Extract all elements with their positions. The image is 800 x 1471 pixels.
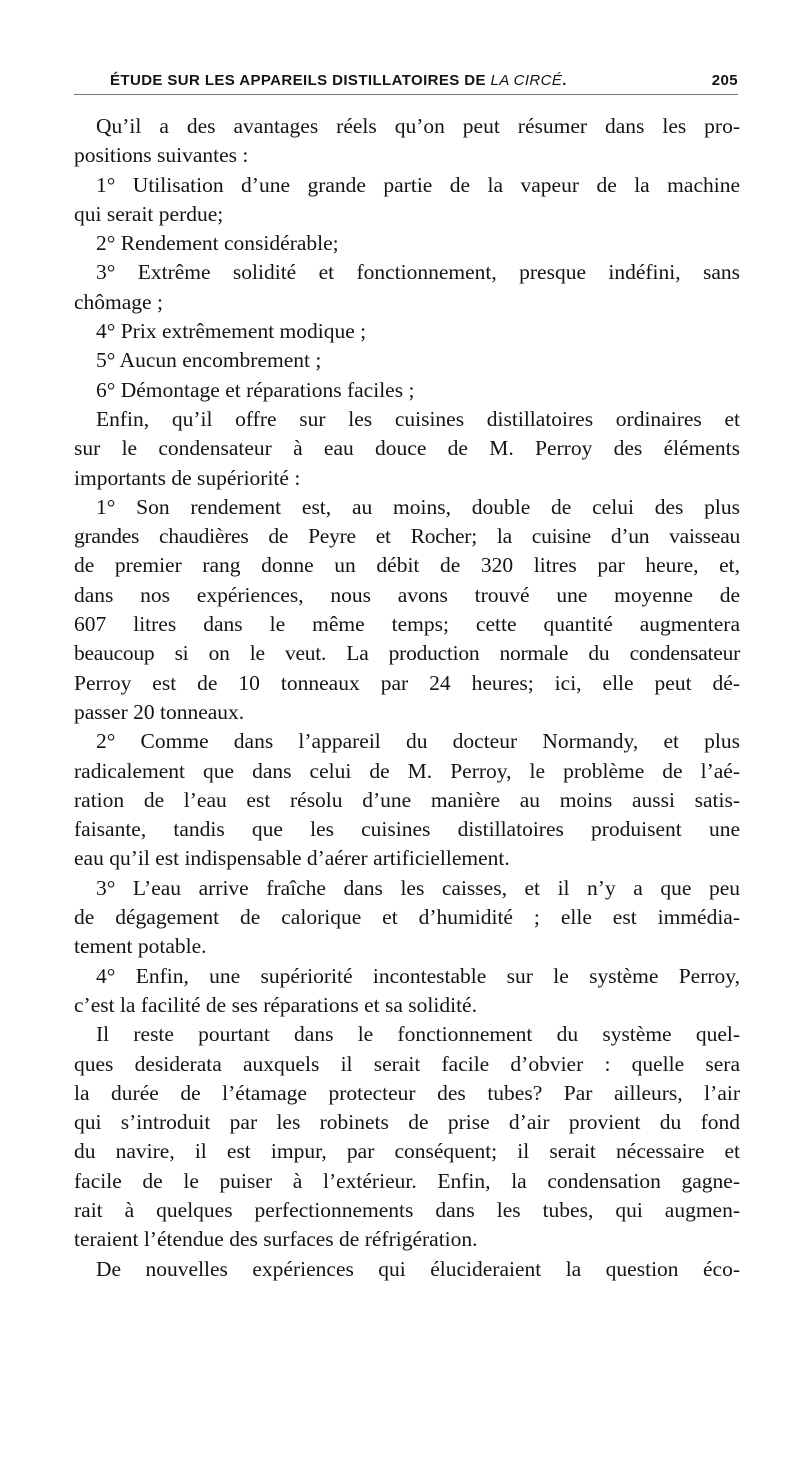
body-text — [74, 112, 740, 1284]
text-line: chômage ; — [74, 289, 163, 314]
text-line: tement potable. — [74, 934, 207, 959]
text-line: Perroy est de 10 tonneaux par 24 heures; ici, elle peut dé- — [74, 670, 740, 695]
text-line: eau qu’il est indispensable d’aérer artificiellement. — [74, 846, 510, 871]
text-line: ration de l’eau est résolu d’une manière au moins aussi satis- — [74, 787, 740, 812]
text-line: 1° Utilisation d’une grande partie de la vapeur de la machine — [96, 172, 740, 197]
text-line: Il reste pourtant dans le fonctionnement du système quel- — [96, 1022, 740, 1047]
running-title-ship: LA CIRCÉ — [490, 72, 563, 89]
text-line: 4° Prix extrêmement modique ; — [96, 319, 367, 344]
text-line: ques desiderata auxquels il serait facile d’obvier : quelle sera — [74, 1051, 740, 1076]
text-line: du navire, il est impur, par conséquent; il serait nécessaire et — [74, 1139, 740, 1164]
text-line: 4° Enfin, une supériorité incontestable sur le système Perroy, — [96, 963, 740, 988]
text-line: la durée de l’étamage protecteur des tubes? Par ailleurs, l’air — [74, 1080, 740, 1105]
text-line: beaucoup si on le veut. La production normale du condensateur — [74, 641, 740, 666]
text-line: de dégagement de calorique et d’humidité ; elle est immédia- — [74, 905, 740, 930]
text-line: teraient l’étendue des surfaces de réfrigération. — [74, 1227, 478, 1252]
text-line: c’est la facilité de ses réparations et sa solidité. — [74, 992, 477, 1017]
text-line: importants de supériorité : — [74, 465, 301, 490]
text-line: sur le condensateur à eau douce de M. Perroy des éléments — [74, 436, 740, 461]
text-line: Enfin, qu’il offre sur les cuisines distillatoires ordinaires et — [96, 406, 740, 431]
text-line: dans nos expériences, nous avons trouvé une moyenne de — [74, 582, 740, 607]
text-line: De nouvelles expériences qui élucideraient la question éco- — [96, 1256, 740, 1281]
text-line: grandes chaudières de Peyre et Rocher; la cuisine d’un vaisseau — [74, 524, 740, 549]
running-title — [110, 72, 567, 89]
text-line: 1° Son rendement est, au moins, double de celui des plus — [96, 494, 740, 519]
text-line: facile de le puiser à l’extérieur. Enfin, la condensation gagne- — [74, 1168, 740, 1193]
running-header — [74, 70, 738, 95]
text-line: radicalement que dans celui de M. Perroy, le problème de l’aé- — [74, 758, 740, 783]
text-line: Qu’il a des avantages réels qu’on peut résumer dans les pro- — [96, 114, 740, 138]
text-line: 607 litres dans le même temps; cette quantité augmentera — [74, 612, 740, 637]
text-line: qui s’introduit par les robinets de prise d’air provient du fond — [74, 1110, 740, 1135]
page-number: 205 — [711, 72, 738, 89]
text-line: 3° L’eau arrive fraîche dans les caisses, et il n’y a que peu — [96, 875, 740, 900]
text-line: passer 20 tonneaux. — [74, 699, 245, 724]
text-line: faisante, tandis que les cuisines distillatoires produisent une — [74, 817, 740, 842]
text-line: qui serait perdue; — [74, 201, 224, 226]
text-line: 5° Aucun encombrement ; — [96, 348, 322, 373]
running-title-main: ÉTUDE SUR LES APPAREILS DISTILLATOIRES DE — [110, 72, 491, 89]
text-line: 6° Démontage et réparations faciles ; — [96, 377, 415, 402]
text-line: de premier rang donne un débit de 320 litres par heure, et, — [74, 553, 740, 578]
running-title-end: . — [562, 72, 567, 89]
text-line: 3° Extrême solidité et fonctionnement, presque indéfini, sans — [96, 260, 740, 285]
text-line: rait à quelques perfectionnements dans les tubes, qui augmen- — [74, 1197, 740, 1222]
text-line: 2° Rendement considérable; — [96, 231, 339, 256]
text-line: 2° Comme dans l’appareil du docteur Normandy, et plus — [96, 729, 740, 754]
text-line: positions suivantes : — [74, 143, 249, 168]
